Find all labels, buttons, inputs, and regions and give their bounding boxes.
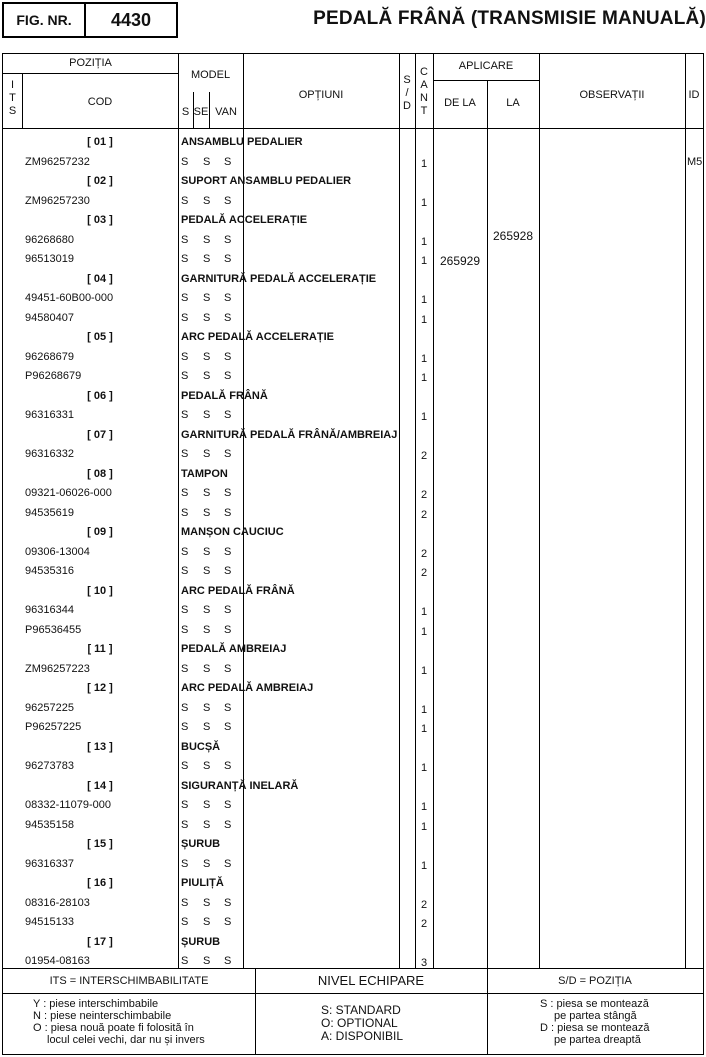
quantity: 1 (420, 606, 428, 618)
quantity: 1 (420, 820, 428, 833)
model-se-value: S (203, 253, 211, 265)
part-name: ARC PEDALĂ ACCELERAȚIE (181, 331, 334, 343)
position-number: [ 17 ] (87, 935, 113, 948)
model-se-value: S (203, 506, 211, 519)
part-code: 08316-28103 (25, 896, 90, 909)
model-s-value: S (181, 448, 189, 460)
quantity: 1 (420, 157, 428, 170)
part-name: TAMPON (181, 467, 228, 480)
position-number: [ 14 ] (87, 779, 113, 792)
position-number: [ 09 ] (87, 526, 113, 538)
quantity: 2 (420, 898, 428, 911)
quantity: 1 (420, 313, 428, 326)
quantity: 2 (420, 547, 428, 560)
part-code: 96268679 (25, 350, 74, 363)
part-name: ARC PEDALĂ FRÂNĂ (181, 584, 295, 597)
model-s-value: S (181, 760, 189, 772)
model-van-value: S (224, 545, 232, 558)
model-van-value: S (224, 896, 232, 909)
quantity: 2 (420, 489, 428, 501)
header-model: MODEL (190, 69, 231, 81)
model-se-value: S (203, 448, 211, 460)
model-van-value: S (224, 955, 232, 967)
header-de-la: DE LA (444, 97, 476, 109)
part-code: P96257225 (25, 721, 82, 733)
model-van-value: S (224, 721, 232, 733)
part-name: GARNITURĂ PEDALĂ FRÂNĂ/AMBREIAJ (181, 428, 398, 441)
part-name: MANȘON CAUCIUC (181, 526, 284, 538)
header-la: LA (506, 97, 520, 109)
part-code: 01954-08163 (25, 955, 90, 967)
model-s-value: S (181, 292, 189, 304)
parts-table (2, 53, 704, 1055)
model-se-value: S (203, 194, 211, 207)
part-name: ARC PEDALĂ AMBREIAJ (181, 682, 314, 694)
model-s-value: S (181, 721, 189, 733)
model-se-value: S (203, 487, 211, 499)
header-cant: C A N T (420, 66, 428, 117)
model-s-value: S (181, 194, 189, 207)
model-s-value: S (181, 350, 189, 363)
model-van-value: S (224, 292, 232, 304)
quantity: 2 (420, 918, 428, 930)
model-s-value: S (181, 233, 189, 246)
quantity: 1 (420, 235, 428, 248)
legend-nivel-title: NIVEL ECHIPARE (317, 973, 425, 988)
model-se-value: S (203, 604, 211, 616)
model-s-value: S (181, 604, 189, 616)
part-code: 96316337 (25, 857, 74, 870)
model-s-value: S (181, 311, 189, 324)
legend-its-text: Y : piese interschimbabile N : piese neinterschimbabile O : piesa nouă poate fi folosită în locul celei vechi, dar nu și invers (33, 998, 205, 1046)
model-van-value: S (224, 194, 232, 207)
part-code: 08332-11079-000 (25, 799, 112, 811)
model-s-value: S (181, 409, 189, 421)
part-code: P96268679 (25, 370, 82, 382)
model-s-value: S (181, 155, 189, 168)
part-name: PIULIȚĂ (181, 877, 224, 889)
model-van-value: S (224, 701, 232, 714)
page-title: PEDALĂ FRÂNĂ (TRANSMISIE MANUALĂ) (313, 8, 706, 29)
model-se-value: S (203, 916, 211, 928)
part-name: BUCȘĂ (181, 740, 221, 753)
position-number: [ 12 ] (87, 682, 113, 694)
model-se-value: S (203, 409, 211, 421)
figure-number-box (2, 2, 178, 38)
model-s-value: S (181, 253, 189, 265)
part-code: 96273783 (25, 760, 74, 772)
model-se-value: S (203, 799, 211, 811)
quantity: 1 (420, 294, 428, 306)
position-number: [ 01 ] (87, 136, 113, 148)
part-name: ȘURUB (181, 935, 221, 948)
model-s-value: S (181, 916, 189, 928)
part-code: ZM96257230 (25, 194, 90, 207)
position-number: [ 15 ] (87, 838, 113, 850)
header-pozitia: POZIȚIA (69, 57, 112, 69)
applies-from: 265929 (439, 254, 481, 268)
model-van-value: S (224, 155, 232, 168)
part-code: 94535619 (25, 506, 74, 519)
part-code: 96268680 (25, 233, 74, 246)
legend-its-title: ITS = INTERSCHIMBABILITATE (49, 975, 209, 987)
model-s-value: S (181, 701, 189, 714)
part-name: PEDALĂ FRÂNĂ (181, 389, 268, 402)
position-number: [ 11 ] (87, 643, 113, 655)
part-name: SIGURANȚĂ INELARĂ (181, 779, 299, 792)
part-code: 09321-06026-000 (25, 487, 112, 499)
model-se-value: S (203, 857, 211, 870)
model-s-value: S (181, 857, 189, 870)
model-se-value: S (203, 721, 211, 733)
model-se-value: S (203, 311, 211, 324)
legend-sd-text: S : piesa se montează pe partea stângă D : piesa se montează pe partea dreaptă (540, 998, 650, 1046)
model-s-value: S (181, 955, 189, 967)
quantity: 1 (420, 196, 428, 209)
model-van-value: S (224, 857, 232, 870)
quantity: 1 (420, 664, 428, 677)
model-s-value: S (181, 545, 189, 558)
model-s-value: S (181, 487, 189, 499)
model-van-value: S (224, 799, 232, 811)
model-s-value: S (181, 896, 189, 909)
model-se-value: S (203, 545, 211, 558)
model-van-value: S (224, 350, 232, 363)
position-number: [ 03 ] (87, 214, 113, 226)
header-id: ID (688, 89, 700, 101)
part-name: GARNITURĂ PEDALĂ ACCELERAȚIE (181, 272, 377, 285)
model-se-value: S (203, 565, 211, 577)
model-se-value: S (203, 955, 211, 967)
quantity: 3 (420, 957, 428, 969)
model-se-value: S (203, 350, 211, 363)
position-number: [ 05 ] (87, 331, 113, 343)
quantity: 1 (420, 801, 428, 813)
part-code: ZM96257232 (25, 155, 90, 168)
position-number: [ 10 ] (87, 584, 113, 597)
part-code: 96316332 (25, 448, 74, 460)
part-code: 49451-60B00-000 (25, 292, 114, 304)
model-se-value: S (203, 233, 211, 246)
header-model-s: S (181, 106, 190, 118)
header-observatii: OBSERVAȚII (579, 89, 645, 101)
model-van-value: S (224, 818, 232, 831)
model-van-value: S (224, 916, 232, 928)
position-number: [ 02 ] (87, 175, 113, 187)
position-number: [ 08 ] (87, 467, 113, 480)
header-aplicare: APLICARE (458, 60, 514, 72)
part-code: 94535158 (25, 818, 74, 831)
part-code: 96257225 (25, 701, 74, 714)
position-number: [ 13 ] (87, 740, 113, 753)
quantity: 1 (420, 625, 428, 638)
model-van-value: S (224, 662, 232, 675)
header-model-van: VAN (215, 106, 237, 118)
part-code: 96316331 (25, 409, 74, 421)
part-code: 94535316 (25, 565, 74, 577)
quantity: 1 (420, 703, 428, 716)
model-van-value: S (224, 370, 232, 382)
part-code: P96536455 (25, 623, 82, 636)
part-code: 96316344 (25, 604, 74, 616)
model-van-value: S (224, 233, 232, 246)
header-model-se: SE (193, 106, 209, 118)
model-se-value: S (203, 818, 211, 831)
figure-label: FIG. NR. (4, 4, 86, 36)
part-code: 94580407 (25, 311, 74, 324)
legend-sd-title: S/D = POZIȚIA (558, 975, 632, 987)
model-s-value: S (181, 662, 189, 675)
model-s-value: S (181, 506, 189, 519)
header-cod: COD (87, 96, 113, 108)
position-number: [ 16 ] (87, 877, 113, 889)
part-name: ANSAMBLU PEDALIER (181, 136, 303, 148)
quantity: 1 (420, 859, 428, 872)
model-van-value: S (224, 604, 232, 616)
position-number: [ 04 ] (87, 272, 113, 285)
model-s-value: S (181, 370, 189, 382)
model-van-value: S (224, 487, 232, 499)
id-value: M5 (687, 155, 703, 168)
quantity: 1 (420, 723, 428, 735)
part-code: 94515133 (25, 916, 74, 928)
position-number: [ 06 ] (87, 389, 113, 402)
part-code: 09306-13004 (25, 545, 90, 558)
model-se-value: S (203, 623, 211, 636)
part-name: ȘURUB (181, 838, 221, 850)
part-code: ZM96257223 (25, 662, 90, 675)
header-sd: S / D (403, 74, 411, 112)
quantity: 2 (420, 508, 428, 521)
quantity: 1 (420, 762, 428, 774)
legend-nivel-text: S: STANDARD O: OPTIONAL A: DISPONIBIL (321, 1003, 404, 1043)
model-van-value: S (224, 448, 232, 460)
model-s-value: S (181, 818, 189, 831)
model-van-value: S (224, 253, 232, 265)
quantity: 1 (420, 352, 428, 365)
part-name: PEDALĂ ACCELERAȚIE (181, 214, 308, 226)
model-s-value: S (181, 799, 189, 811)
header-its: I T S (8, 79, 17, 117)
part-code: 96513019 (25, 253, 74, 265)
model-van-value: S (224, 760, 232, 772)
part-name: PEDALĂ AMBREIAJ (181, 643, 287, 655)
model-se-value: S (203, 896, 211, 909)
model-se-value: S (203, 662, 211, 675)
model-s-value: S (181, 565, 189, 577)
model-van-value: S (224, 506, 232, 519)
quantity: 2 (420, 567, 428, 579)
header-optiuni: OPȚIUNI (298, 89, 344, 101)
part-name: SUPORT ANSAMBLU PEDALIER (181, 175, 352, 187)
model-van-value: S (224, 623, 232, 636)
model-se-value: S (203, 370, 211, 382)
model-van-value: S (224, 409, 232, 421)
quantity: 1 (420, 372, 428, 384)
quantity: 1 (420, 255, 428, 267)
model-se-value: S (203, 701, 211, 714)
model-se-value: S (203, 155, 211, 168)
figure-number: 4430 (110, 9, 152, 30)
model-se-value: S (203, 292, 211, 304)
model-van-value: S (224, 565, 232, 577)
applies-to: 265928 (492, 228, 534, 243)
model-van-value: S (224, 311, 232, 324)
model-s-value: S (181, 623, 189, 636)
quantity: 2 (420, 450, 428, 462)
quantity: 1 (420, 411, 428, 423)
position-number: [ 07 ] (87, 428, 113, 441)
model-se-value: S (203, 760, 211, 772)
